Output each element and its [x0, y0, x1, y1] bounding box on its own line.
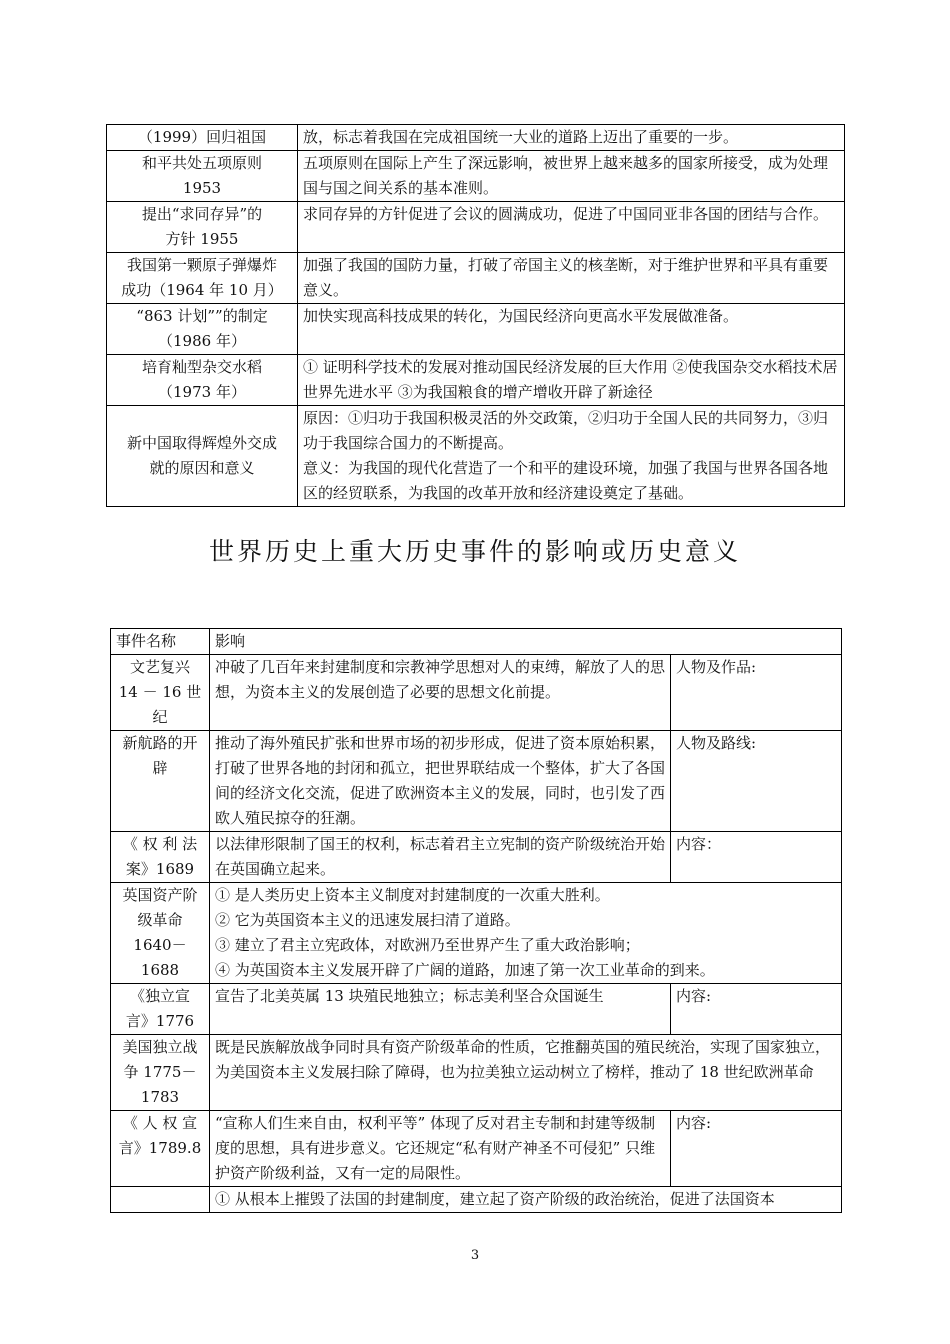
text-line: 14 － 16 世纪	[118, 683, 202, 726]
influence-cell	[210, 1035, 842, 1111]
note-cell: 内容：	[671, 832, 842, 883]
table-row	[107, 355, 845, 406]
event-cell	[107, 125, 298, 151]
significance-cell	[298, 304, 845, 355]
text-line: 冲破了几百年来封建制度和宗教神学思想对人的束缚，解放了人的思想，为资本主义的发展创造了必要的思想文化前提。	[215, 658, 666, 701]
event-name-cell	[111, 1035, 210, 1111]
text-line: 新航路的开辟	[122, 734, 198, 777]
significance-cell	[298, 355, 845, 406]
text-line: ③ 建立了君主立宪政体，对欧洲乃至世界产生了重大政治影响；	[215, 936, 640, 954]
event-cell	[107, 202, 298, 253]
text-line: 1783	[140, 1088, 180, 1106]
text-line: 意义：为我国的现代化营造了一个和平的建设环境，加强了我国与世界各国各地区的经贸联系，为我国的改革开放和经济建设奠定了基础。	[303, 459, 829, 502]
text-line: 加强了我国的国防力量，打破了帝国主义的核垄断，对于维护世界和平具有重要意义。	[303, 256, 829, 299]
table-row	[107, 151, 845, 202]
note-cell: 人物及作品:	[671, 655, 842, 731]
text-line: “宣称人们生来自由，权利平等” 体现了反对君主专制和封建等级制度的思想，具有进步意义。它还规定“私有财产神圣不可侵犯” 只维护资产阶级利益，又有一定的局限性。	[215, 1114, 656, 1182]
influence-cell	[210, 832, 671, 883]
table-row	[111, 1111, 842, 1187]
text-line: 宣告了北美英属 13 块殖民地独立；标志美利坚合众国诞生	[215, 987, 604, 1005]
text-line: 就的原因和意义	[149, 459, 255, 477]
table-row	[111, 731, 842, 832]
note-cell: 内容:	[671, 1111, 842, 1187]
text-line: 方针 1955	[165, 230, 239, 248]
text-line: 新中国取得辉煌外交成	[126, 434, 277, 452]
text-line: ① 证明科学技术的发展对推动国民经济发展的巨大作用 ②使我国杂交水稻技术居世界先进水平 ③为我国粮食的增产增收开辟了新途径	[303, 358, 838, 401]
text-line: 1953	[182, 179, 222, 197]
event-cell	[107, 253, 298, 304]
text-line: ② 它为英国资本主义的迅速发展扫清了道路。	[215, 911, 520, 929]
section-title: 世界历史上重大历史事件的影响或历史意义	[208, 537, 741, 566]
event-name-cell	[111, 731, 210, 832]
text-line: 加快实现高科技成果的转化，为国民经济向更高水平发展做准备。	[303, 307, 739, 325]
text-line: 放，标志着我国在完成祖国统一大业的道路上迈出了重要的一步。	[303, 128, 739, 146]
event-cell	[107, 304, 298, 355]
event-cell	[107, 406, 298, 507]
note-cell: 内容:	[671, 984, 842, 1035]
text-line: 既是民族解放战争同时具有资产阶级革命的性质，它推翻英国的殖民统治，实现了国家独立，为美国资本主义发展扫除了障碍，也为拉美独立运动树立了榜样，推动了 18 世纪欧洲革命	[215, 1038, 831, 1081]
text-line: 言》1776	[125, 1012, 195, 1030]
table-row	[111, 655, 842, 731]
china-events-table	[106, 124, 845, 507]
table-row	[107, 406, 845, 507]
table-row	[111, 984, 842, 1035]
influence-cell	[210, 984, 671, 1035]
text-line: 推动了海外殖民扩张和世界市场的初步形成，促进了资本原始积累，打破了世界各地的封闭和孤立，把世界联结成一个整体，扩大了各国间的经济文化交流，促进了欧洲资本主义的发展，同时，也引发了西欧人殖民掠夺的狂潮。	[215, 734, 666, 827]
text-line: ① 是人类历史上资本主义制度对封建制度的一次重大胜利。	[215, 886, 610, 904]
text-line: 《 权 利 法 案》1689	[122, 835, 198, 878]
table-row	[107, 125, 845, 151]
text-line: 成功（1964 年 10 月）	[121, 281, 283, 299]
influence-cell	[210, 731, 671, 832]
influence-cell	[210, 883, 842, 984]
significance-cell	[298, 253, 845, 304]
text-line: 以法律形限制了国王的权利，标志着君主立宪制的资产阶级统治开始在英国确立起来。	[215, 835, 666, 878]
event-name-cell	[111, 984, 210, 1035]
text-line: 1640－1688	[133, 936, 187, 979]
table-row	[107, 202, 845, 253]
header-influence: 影响	[210, 629, 842, 655]
table-row	[111, 1187, 842, 1213]
event-name-cell	[111, 832, 210, 883]
table-row	[111, 1035, 842, 1111]
influence-cell	[210, 655, 671, 731]
text-line: 《 人 权 宣 言》1789.8	[118, 1114, 202, 1157]
influence-cell	[210, 1111, 671, 1187]
table-row	[107, 304, 845, 355]
significance-cell	[298, 125, 845, 151]
world-events-table	[110, 628, 842, 1213]
text-line: 争 1775－	[123, 1063, 197, 1081]
text-line: 五项原则在国际上产生了深远影响，被世界上越来越多的国家所接受，成为处理国与国之间关系的基本准则。	[303, 154, 829, 197]
text-line: （1986 年）	[158, 332, 246, 350]
event-cell	[107, 355, 298, 406]
text-line: 原因：①归功于我国积极灵活的外交政策，②归功于全国人民的共同努力，③归功于我国综合国力的不断提高。	[303, 409, 829, 452]
table-row	[111, 883, 842, 984]
event-name-cell	[111, 655, 210, 731]
text-line: 美国独立战	[122, 1038, 198, 1056]
event-name-cell	[111, 1111, 210, 1187]
note-cell: 人物及路线:	[671, 731, 842, 832]
event-name-cell	[111, 1187, 210, 1213]
text-line: （1973 年）	[158, 383, 246, 401]
text-line: 《独立宣	[129, 987, 190, 1005]
text-line: 英国资产阶	[122, 886, 198, 904]
table-row	[111, 832, 842, 883]
text-line: ④ 为英国资本主义发展开辟了广阔的道路，加速了第一次工业革命的到来。	[215, 961, 715, 979]
text-line: （1999）回归祖国	[137, 128, 267, 146]
text-line: 文艺复兴	[129, 658, 190, 676]
header-event-name: 事件名称	[111, 629, 210, 655]
significance-cell	[298, 202, 845, 253]
event-name-cell	[111, 883, 210, 984]
text-line: ① 从根本上摧毁了法国的封建制度，建立起了资产阶级的政治统治，促进了法国资本	[215, 1190, 775, 1208]
significance-cell	[298, 406, 845, 507]
text-line: “863 计划””的制定	[136, 307, 268, 325]
text-line: 和平共处五项原则	[141, 154, 262, 172]
page-number: 3	[470, 1248, 480, 1263]
table-row	[107, 253, 845, 304]
text-line: 级革命	[137, 911, 183, 929]
text-line: 求同存异的方针促进了会议的圆满成功，促进了中国同亚非各国的团结与合作。	[303, 205, 829, 223]
text-line: 我国第一颗原子弹爆炸	[126, 256, 277, 274]
event-cell	[107, 151, 298, 202]
table-header-row	[111, 629, 842, 655]
text-line: 提出“求同存异”的	[141, 205, 263, 223]
influence-cell	[210, 1187, 842, 1213]
text-line: 培育籼型杂交水稻	[141, 358, 262, 376]
significance-cell	[298, 151, 845, 202]
